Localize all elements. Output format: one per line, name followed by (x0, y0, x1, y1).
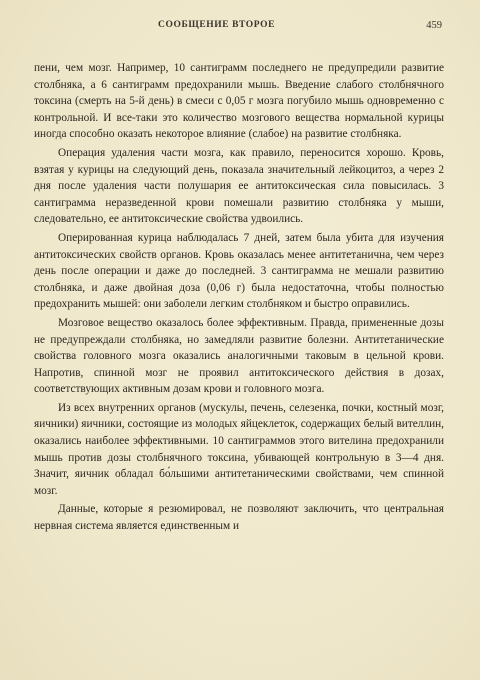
page-header (34, 20, 444, 38)
running-head: СООБЩЕНИЕ ВТОРОЕ (158, 20, 276, 30)
paragraph: Данные, которые я резюмировал, не позволяют заключить, что центральная нервная система является единственным и (34, 503, 444, 533)
paragraph: Оперированная курица наблюдалась 7 дней, затем была убита для изучения антитоксических свойств органов. Кровь оказалась менее антитетанична, чем через день после операции и даже до последней. 3 сантиграмма не мешали развитию столбняка, и даже двойная доза (0,06 г) была недостаточна, чтобы полностью предохранить мышей: они заболели легким столбняком и быстро оправились. (34, 231, 444, 311)
paragraph: Операция удаления части мозга, как правило, переносится хорошо. Кровь, взятая у курицы на следующий день, показала значительный лейкоцитоз, а через 2 дня после удаления части полушария ее антитоксическая сила повысилась. 3 сантиграмма неразведенной крови помешали развитию столбняка у мыши, следовательно, ее антитоксические свойства удвоились. (34, 146, 444, 226)
paragraph: пени, чем мозг. Например, 10 сантиграмм последнего не предупредили развитие столбняка, а 6 сантиграмм предохранили мышь. Введение слабого столбнячного токсина (смерть на 5-й день) в смеси с 0,05 г мозга погубило мышь одновременно с контрольной. И все-таки это количество мозгового вещества нормальной курицы иногда способно оказать некоторое влияние (слабое) на развитие столбняка. (34, 62, 444, 141)
body-text (34, 60, 444, 537)
paragraph: Мозговое вещество оказалось более эффективным. Правда, примененные дозы не предупреждали столбняка, но замедляли развитие болезни. Антитетанические свойства головного мозга оказались аналогичными таковым в цельной крови. Напротив, спинной мозг не проявил антитоксического действия в дозах, соответствующих активным дозам крови и головного мозга. (34, 316, 444, 396)
paragraph: Из всех внутренних органов (мускулы, печень, селезенка, почки, костный мозг, яичники) яичники, состоящие из молодых яйцеклеток, содержащих белый вителлин, оказались наиболее эффективными. 10 сантиграммов этого вителина предохранили мышь против дозы столбнячного токсина, убивающей контрольную в 3—4 дня. Значит, яичник обладал бо́льшими антитетаническими свойствами, чем спинной мозг. (34, 401, 444, 497)
page-number: 459 (426, 20, 442, 31)
